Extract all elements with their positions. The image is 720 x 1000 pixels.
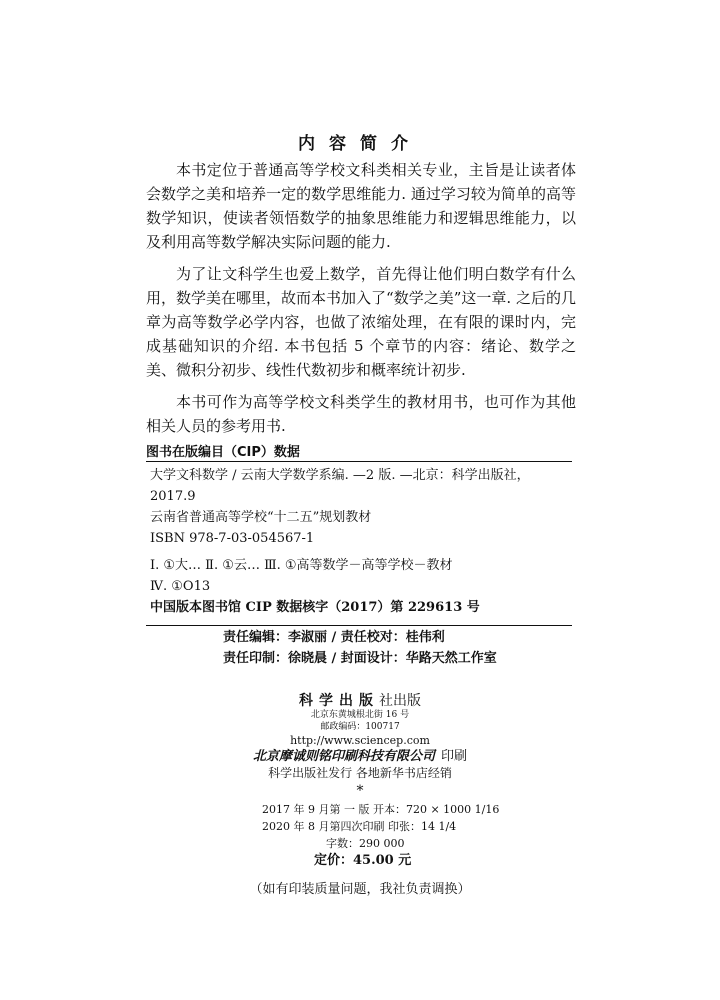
intro-paragraph: 本书可作为高等学校文科类学生的教材用书，也可作为其他相关人员的参考用书. [146,393,576,435]
intro-section [146,158,576,446]
cip-line: Ⅳ. ①O13 [150,579,211,594]
quality-notice: （如有印装质量问题，我社负责调换） [249,882,471,897]
edition-line: 2017 年 9 月第 一 版 开本：720 × 1000 1/16 [262,803,500,816]
staff-credits [223,627,497,669]
page-title: 内容简介 [298,134,422,154]
cip-data-block [146,461,572,626]
printer-suffix: 印刷 [441,749,468,764]
printer [0,749,720,765]
publisher [0,693,720,709]
staff-line: 责任编辑：李淑丽 / 责任校对：桂伟利 [223,630,445,645]
imprint-block [0,693,720,798]
publisher-suffix: 社出版 [379,693,421,709]
intro-paragraph: 本书定位于普通高等学校文科类相关专业，主旨是让读者体会数学之美和培养一定的数学思维能力. 通过学习较为简单的高等数学知识，使读者领悟数学的抽象思维能力和逻辑思维能力，以及利用高等数学解决实际问题的能力. [146,161,576,251]
cip-line: 云南省普通高等学校“十二五”规划教材 [150,510,372,525]
cip-line: Ⅰ. ①大… Ⅱ. ①云… Ⅲ. ①高等数学－高等学校－教材 [150,558,453,573]
printing-line: 2020 年 8 月第四次印刷 印张：14 1/4 [262,820,457,833]
postcode: 邮政编码：100717 [320,722,400,732]
distribution: 科学出版社发行 各地新华书店经销 [268,766,452,780]
word-count: 字数：290 000 [326,837,405,850]
staff-line: 责任印制：徐晓晨 / 封面设计：华路天然工作室 [223,651,497,666]
intro-paragraph: 为了让文科学生也爱上数学，首先得让他们明白数学有什么用，数学美在哪里，故而本书加入了“数学之美”这一章. 之后的几章为高等数学必学内容，也做了浓缩处理，在有限的课时内，完成基础知识的介绍. 本书包括 5 个章节的内容：绪论、数学之美、微积分初步、线性代数初步和概率统计初步. [146,265,576,379]
separator-star: * [356,783,364,799]
cip-title: 图书在版编目（CIP）数据 [146,445,300,460]
cip-isbn: ISBN 978-7-03-054567-1 [150,531,315,546]
cip-line: 2017.9 [150,489,196,504]
edition-specs [262,801,499,869]
publisher-name: 科学出版 [299,693,379,709]
website: http://www.sciencep.com [290,734,430,747]
cip-line: 大学文科数学 / 云南大学数学系编. —2 版. —北京：科学出版社， [150,468,530,483]
printer-name: 北京摩诚则铭印刷科技有限公司 [252,749,435,764]
cip-record-number: 中国版本图书馆 CIP 数据核字（2017）第 229613 号 [150,600,480,615]
price: 定价：45.00 元 [314,853,412,868]
publisher-address: 北京东黄城根北街 16 号 [310,710,410,720]
